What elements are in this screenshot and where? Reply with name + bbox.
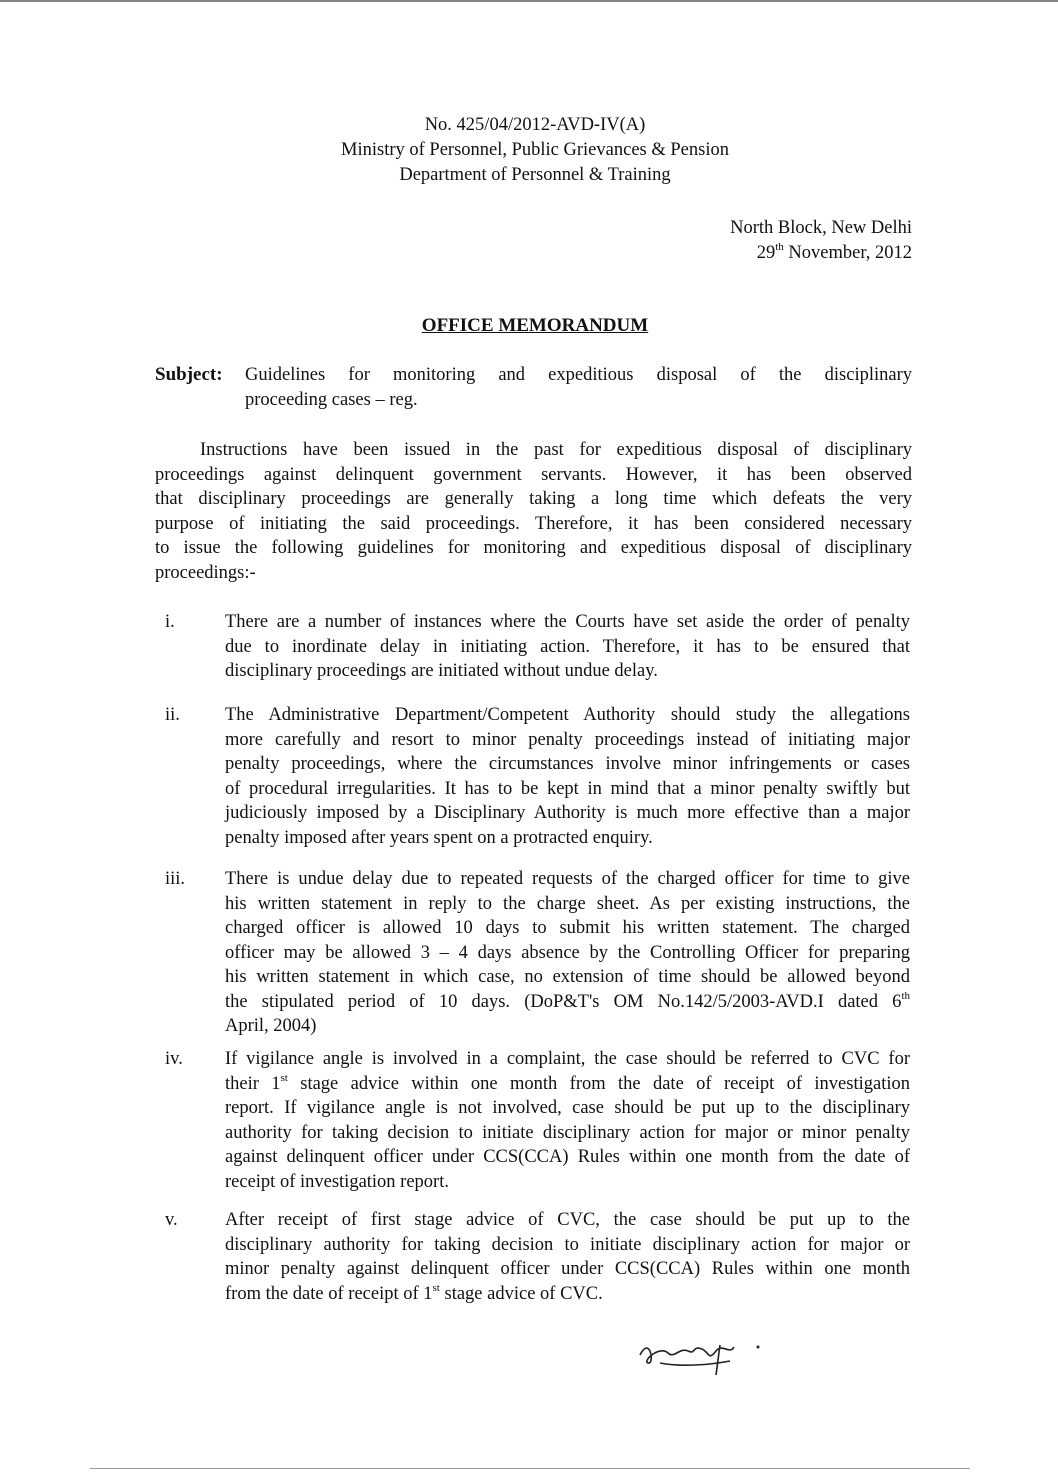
guideline-item (225, 703, 910, 850)
date-sup: th (775, 241, 784, 253)
text-line: The Administrative Department/Competent Authority should study the allegations (225, 705, 910, 725)
text-line (225, 1072, 910, 1097)
line-pre: from the date of receipt of 1 (225, 1283, 433, 1304)
text-line: authority for taking decision to initiate disciplinary action for major or minor penalty (225, 1122, 910, 1143)
text-line: There are a number of instances where the Courts have set aside the order of penalty (225, 612, 910, 632)
letter-header (235, 113, 835, 188)
item-number: iv. (165, 1049, 183, 1069)
text-line: proceedings against delinquent government servants. However, it has been observed (155, 464, 912, 485)
item-number: v. (165, 1210, 178, 1230)
text-line: If vigilance angle is involved in a complaint, the case should be referred to CVC for (225, 1049, 910, 1069)
text-line: more carefully and resort to minor penalty proceedings instead of initiating major (225, 729, 910, 750)
line-pre: their 1 (225, 1073, 281, 1094)
line-sup: th (901, 989, 910, 1002)
date-day: 29 (756, 243, 776, 263)
text-line: disciplinary authority for taking decision to initiate disciplinary action for major or (225, 1234, 910, 1255)
guideline-item (225, 610, 910, 684)
scan-border-top (0, 0, 1058, 2)
place: North Block, New Delhi (730, 218, 912, 238)
text-line: of procedural irregularities. It has to be kept in mind that a minor penalty swiftly but (225, 778, 910, 799)
subject-text (245, 363, 912, 412)
text-line: Instructions have been issued in the past for expeditious disposal of disciplinary (200, 440, 912, 460)
department-name: Department of Personnel & Training (399, 165, 671, 185)
text-line: against delinquent officer under CCS(CCA) Rules within one month from the date of (225, 1147, 910, 1167)
text-line: receipt of investigation report. (225, 1171, 449, 1192)
date (730, 241, 912, 266)
text-line: penalty imposed after years spent on a protracted enquiry. (225, 827, 653, 848)
line-post: stage advice of CVC. (439, 1283, 603, 1304)
item-number: ii. (165, 705, 180, 725)
line-sup: st (432, 1281, 440, 1294)
text-line: report. If vigilance angle is not involved, case should be put up to the disciplinary (225, 1098, 910, 1118)
text-line (225, 990, 910, 1015)
text-line: purpose of initiating the said proceedings. Therefore, it has been considered necessary (155, 513, 912, 534)
guideline-item (225, 867, 910, 1039)
text-line (225, 1282, 910, 1307)
file-number: No. 425/04/2012-AVD-IV(A) (424, 115, 646, 135)
ministry-name: Ministry of Personnel, Public Grievances & Pension (341, 140, 729, 160)
text-line: There is undue delay due to repeated requests of the charged officer for time to give (225, 869, 910, 889)
intro-paragraph (155, 438, 912, 585)
text-line: charged officer is allowed 10 days to submit his written statement. The charged (225, 918, 910, 938)
text-line: proceedings:- (155, 562, 256, 583)
guideline-item (225, 1208, 910, 1306)
place-date (730, 216, 912, 266)
date-rest: November, 2012 (783, 243, 912, 263)
text-line: his written statement in which case, no extension of time should be allowed beyond (225, 967, 910, 987)
text-line: April, 2004) (225, 1016, 317, 1036)
subject-line: proceeding cases – reg. (245, 389, 418, 410)
line-sup: st (280, 1071, 288, 1084)
document-title: OFFICE MEMORANDUM (421, 315, 649, 336)
item-number: i. (165, 612, 175, 632)
text-line: penalty proceedings, where the circumstances involve minor infringements or cases (225, 754, 910, 774)
text-line: disciplinary proceedings are initiated without undue delay. (225, 661, 658, 681)
subject-label: Subject: (155, 364, 223, 385)
item-number: iii. (165, 869, 186, 889)
text-line: his written statement in reply to the charge sheet. As per existing instructions, the (225, 893, 910, 914)
text-line: to issue the following guidelines for monitoring and expeditious disposal of disciplinary (155, 538, 912, 558)
text-line: due to inordinate delay in initiating action. Therefore, it has to be ensured that (225, 636, 910, 657)
subject-line: Guidelines for monitoring and expeditious disposal of the disciplinary (245, 365, 912, 385)
guideline-item (225, 1047, 910, 1194)
signature (630, 1325, 780, 1385)
text-line: After receipt of first stage advice of CVC, the case should be put up to the (225, 1210, 910, 1230)
text-line: officer may be allowed 3 – 4 days absence by the Controlling Officer for preparing (225, 942, 910, 963)
text-line: that disciplinary proceedings are generally taking a long time which defeats the very (155, 489, 912, 509)
text-line: minor penalty against delinquent officer under CCS(CCA) Rules within one month (225, 1259, 910, 1279)
line-pre: the stipulated period of 10 days. (DoP&T's OM No.142/5/2003-AVD.I dated 6 (225, 991, 902, 1012)
text-line: judiciously imposed by a Disciplinary Authority is much more effective than a major (225, 803, 910, 823)
line-post: stage advice within one month from the date of receipt of investigation (287, 1073, 910, 1094)
scan-border-bottom (90, 1468, 970, 1469)
